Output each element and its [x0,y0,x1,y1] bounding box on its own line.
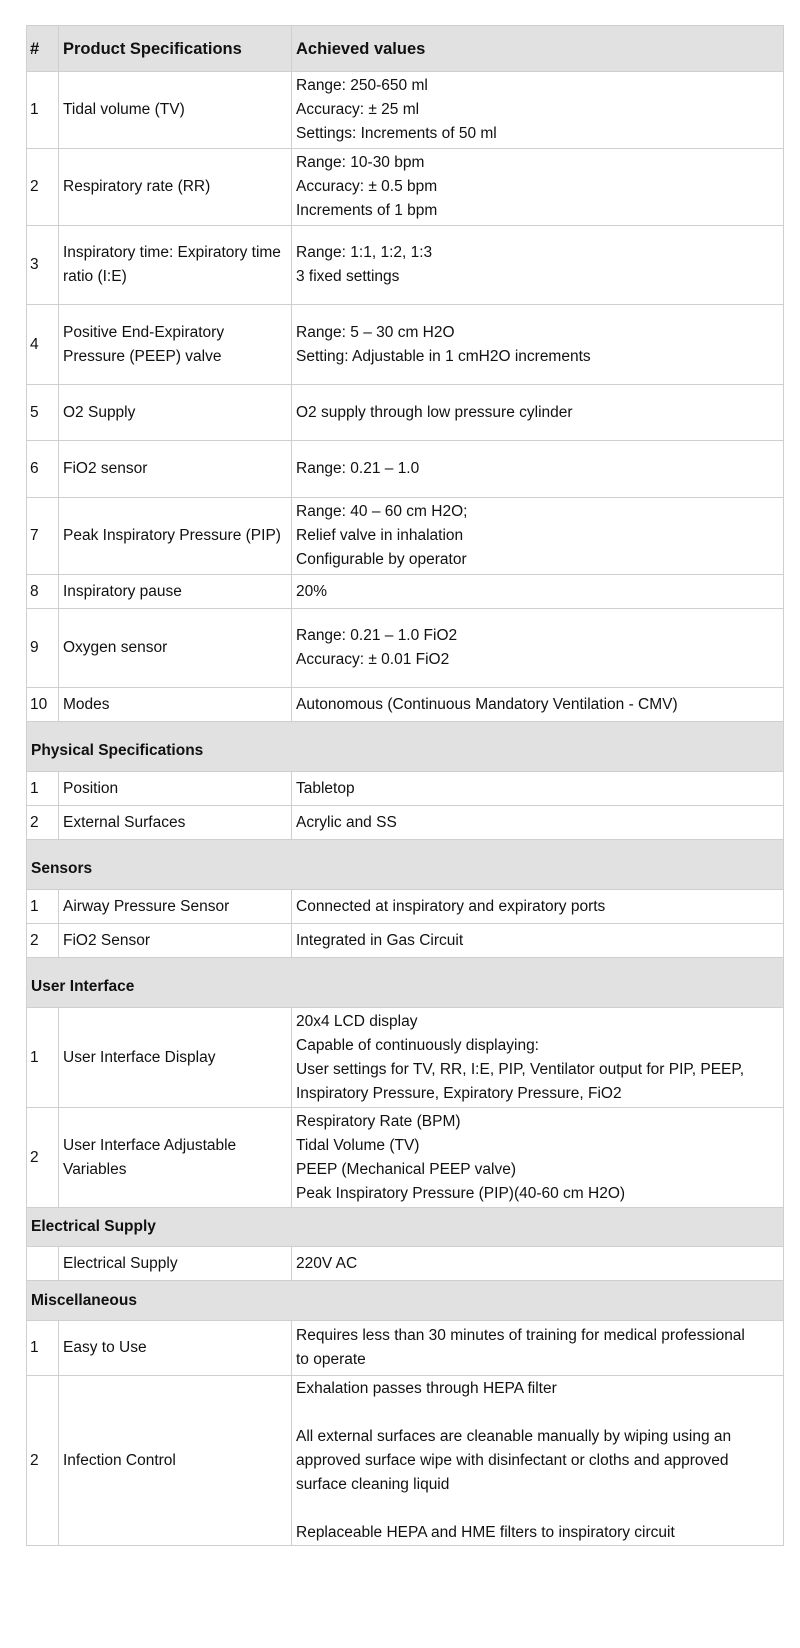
value-line: O2 supply through low pressure cylinder [296,403,573,421]
specification-table-body [27,26,784,1546]
specification-name: Easy to Use [59,1321,292,1376]
specification-name: User Interface Adjustable Variables [59,1108,292,1208]
physical-spec-row [27,806,784,840]
value-line: PEEP (Mechanical PEEP valve) [296,1160,516,1178]
value-line: Capable of continuously displaying: [296,1036,539,1054]
achieved-value [292,890,784,924]
value-line: Peak Inspiratory Pressure (PIP)(40-60 cm H2O) [296,1184,626,1202]
achieved-value [292,924,784,958]
achieved-value [292,575,784,609]
value-line: 220V AC [296,1254,358,1272]
value-line: Respiratory Rate (BPM) [296,1112,461,1130]
specification-name: Airway Pressure Sensor [59,890,292,924]
specification-name: Respiratory rate (RR) [59,149,292,226]
value-line: Accuracy: ± 0.01 FiO2 [296,651,450,668]
achieved-value [292,149,784,226]
value-line: All external surfaces are cleanable manually by wiping using an [296,1427,732,1445]
value-line: Setting: Adjustable in 1 cmH2O increments [296,347,591,365]
miscellaneous-section-header [27,1281,784,1321]
sensor-row [27,924,784,958]
value-line: Tabletop [296,779,355,797]
product-spec-row [27,72,784,149]
row-number: 4 [27,305,59,385]
achieved-value [292,441,784,498]
achieved-value [292,1321,784,1376]
value-line: Range: 40 – 60 cm H2O; [296,503,468,520]
specification-name: FiO2 sensor [59,441,292,498]
row-number: 9 [27,609,59,688]
value-line: to operate [296,1351,366,1368]
value-line: Range: 0.21 – 1.0 FiO2 [296,627,458,644]
achieved-value [292,609,784,688]
achieved-value [292,72,784,149]
achieved-value [292,385,784,441]
achieved-value [292,498,784,575]
electrical-supply-row [27,1247,784,1281]
row-number: 2 [27,149,59,226]
value-line: Range: 10-30 bpm [296,154,425,171]
user-interface-section-title: User Interface [27,958,784,1008]
specification-name: Position [59,772,292,806]
specification-name: Inspiratory time: Expiratory time ratio (I:E) [59,226,292,305]
miscellaneous-row [27,1321,784,1376]
user-interface-row [27,1008,784,1108]
physical-specifications-section-header [27,722,784,772]
header-achieved-values: Achieved values [292,26,784,72]
product-spec-row [27,149,784,226]
row-number: 1 [27,772,59,806]
specification-name: Modes [59,688,292,722]
row-number: 5 [27,385,59,441]
specification-table [26,25,784,1546]
value-line: Requires less than 30 minutes of training for medical professional [296,1327,745,1344]
value-line: 20% [296,582,328,600]
specification-name: Positive End-Expiratory Pressure (PEEP) valve [59,305,292,385]
user-interface-section-header [27,958,784,1008]
value-line: Increments of 1 bpm [296,202,438,219]
physical-spec-row [27,772,784,806]
value-line [296,1401,779,1425]
row-number: 2 [27,806,59,840]
value-line: Relief valve in inhalation [296,527,464,544]
value-line: surface cleaning liquid [296,1475,450,1493]
specification-name: FiO2 Sensor [59,924,292,958]
row-number: 1 [27,890,59,924]
value-line: Tidal Volume (TV) [296,1136,420,1154]
user-interface-row [27,1108,784,1208]
product-spec-row [27,226,784,305]
sensor-row [27,890,784,924]
value-line: Range: 0.21 – 1.0 [296,460,420,477]
row-number: 1 [27,1321,59,1376]
achieved-value [292,1008,784,1108]
achieved-value [292,1108,784,1208]
value-line: Range: 1:1, 1:2, 1:3 [296,244,433,261]
electrical-supply-section-header [27,1208,784,1247]
specification-name: Infection Control [59,1376,292,1546]
value-line: Integrated in Gas Circuit [296,931,464,949]
specification-name: Inspiratory pause [59,575,292,609]
value-line: Settings: Increments of 50 ml [296,125,497,142]
value-line: 3 fixed settings [296,268,400,285]
row-number: 2 [27,1108,59,1208]
product-spec-row [27,441,784,498]
product-spec-row [27,575,784,609]
specification-name: User Interface Display [59,1008,292,1108]
row-number: 8 [27,575,59,609]
sensors-section-title: Sensors [27,840,784,890]
product-spec-row [27,609,784,688]
value-line: Exhalation passes through HEPA filter [296,1379,557,1397]
value-line: Connected at inspiratory and expiratory ports [296,897,606,915]
achieved-value [292,1376,784,1546]
value-line: Autonomous (Continuous Mandatory Ventilation - CMV) [296,695,678,713]
row-number: 3 [27,226,59,305]
physical-specifications-section-title: Physical Specifications [27,722,784,772]
achieved-value [292,806,784,840]
row-number: 2 [27,1376,59,1546]
specification-name: Tidal volume (TV) [59,72,292,149]
value-line: Range: 5 – 30 cm H2O [296,323,455,341]
header-product-specifications: Product Specifications [59,26,292,72]
miscellaneous-section-title: Miscellaneous [27,1281,784,1321]
row-number: 7 [27,498,59,575]
miscellaneous-row [27,1376,784,1546]
achieved-value [292,688,784,722]
specification-name: O2 Supply [59,385,292,441]
row-number: 10 [27,688,59,722]
value-line: Inspiratory Pressure, Expiratory Pressure, FiO2 [296,1084,622,1102]
row-number [27,1247,59,1281]
achieved-value [292,305,784,385]
row-number: 6 [27,441,59,498]
achieved-value [292,772,784,806]
value-line: Range: 250-650 ml [296,77,428,94]
achieved-value [292,226,784,305]
product-spec-row [27,498,784,575]
value-line [296,1497,779,1521]
specification-name: External Surfaces [59,806,292,840]
achieved-value [292,1247,784,1281]
value-line: 20x4 LCD display [296,1012,418,1030]
specification-name: Peak Inspiratory Pressure (PIP) [59,498,292,575]
value-line: Accuracy: ± 25 ml [296,101,420,118]
electrical-supply-section-title: Electrical Supply [27,1208,784,1247]
value-line: approved surface wipe with disinfectant or cloths and approved [296,1451,729,1469]
row-number: 1 [27,1008,59,1108]
specification-name: Oxygen sensor [59,609,292,688]
row-number: 1 [27,72,59,149]
table-header-row [27,26,784,72]
value-line: Configurable by operator [296,551,467,568]
value-line: Replaceable HEPA and HME filters to inspiratory circuit [296,1523,675,1541]
product-spec-row [27,305,784,385]
row-number: 2 [27,924,59,958]
value-line: Accuracy: ± 0.5 bpm [296,178,438,195]
product-spec-row [27,385,784,441]
specification-name: Electrical Supply [59,1247,292,1281]
value-line: User settings for TV, RR, I:E, PIP, Ventilator output for PIP, PEEP, [296,1060,745,1078]
value-line: Acrylic and SS [296,813,397,831]
sensors-section-header [27,840,784,890]
header-number: # [27,26,59,72]
product-spec-row [27,688,784,722]
